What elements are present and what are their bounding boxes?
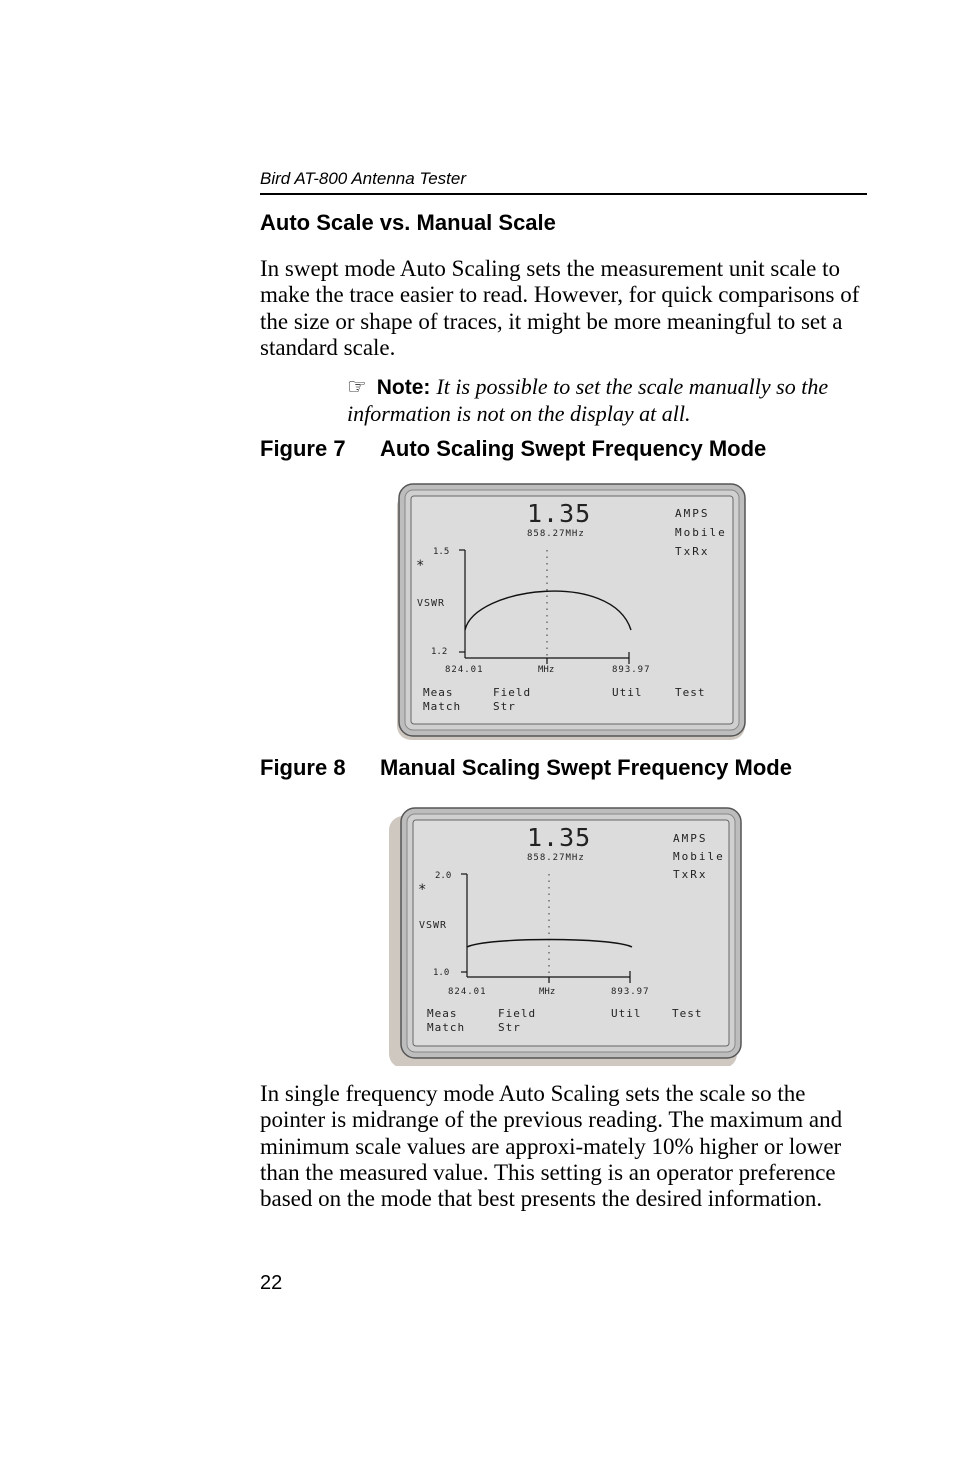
softkey-test: Test: [675, 686, 706, 699]
note-label: Note:: [376, 376, 431, 399]
softkey-meas-match-line1: Meas: [423, 686, 454, 699]
softkey-test: Test: [672, 1007, 703, 1020]
mode-line-3: TxRx: [673, 868, 708, 881]
device-display-figure-8: [387, 806, 747, 1066]
figure-8-caption: [260, 755, 792, 781]
figure-number: Figure 7: [260, 436, 346, 461]
y-axis-top-tick-label: 1.5: [433, 547, 450, 557]
softkey-meas-match-line2: Match: [423, 700, 462, 713]
x-axis-start-label: 824.01: [448, 987, 487, 997]
reading-value: 1.35: [527, 823, 592, 852]
x-axis-start-label: 824.01: [445, 665, 484, 675]
paragraph-single-frequency-mode: In single frequency mode Auto Scaling sets the scale so the pointer is midrange of the previous reading. The maximum and minimum scale values are approxi-mately 10% higher or lower than the measured value. This setting is an operator preference based on the mode that best presents the desired information.: [260, 1081, 843, 1212]
mode-line-1: AMPS: [675, 507, 710, 520]
x-axis-unit-label: MHz: [538, 665, 555, 675]
figure-title: Manual Scaling Swept Frequency Mode: [380, 755, 792, 780]
frequency-readout: 858.27MHz: [527, 529, 585, 539]
marker-symbol: *: [416, 558, 425, 574]
device-display-figure-7: [387, 482, 747, 742]
softkey-field-str-line1: Field: [493, 686, 532, 699]
figure-number: Figure 8: [260, 755, 346, 780]
reading-value: 1.35: [527, 499, 592, 528]
x-axis-end-label: 893.97: [612, 665, 651, 675]
y-axis-bottom-tick-label: 1.0: [433, 968, 450, 978]
figure-7-caption: [260, 436, 766, 462]
x-axis-end-label: 893.97: [611, 987, 650, 997]
marker-symbol: *: [418, 882, 427, 898]
pointing-hand-icon: ☞: [347, 374, 367, 399]
note-block: [347, 374, 877, 427]
figure-title: Auto Scaling Swept Frequency Mode: [380, 436, 767, 461]
mode-line-3: TxRx: [675, 545, 710, 558]
paragraph-swept-mode: In swept mode Auto Scaling sets the measurement unit scale to make the trace easier to read. However, for quick comparisons of the size or shape of traces, it might be more meaningful to set a standard scale.: [260, 256, 860, 360]
section-heading: Auto Scale vs. Manual Scale: [260, 210, 556, 235]
mode-line-1: AMPS: [673, 832, 708, 845]
header-rule: [260, 193, 867, 195]
running-header: Bird AT-800 Antenna Tester: [260, 169, 467, 188]
page-number: 22: [260, 1272, 283, 1294]
note-text: It is possible to set the scale manually so the information is not on the display at all.: [347, 374, 829, 426]
softkey-util: Util: [611, 1007, 642, 1020]
y-axis-label: VSWR: [417, 598, 446, 609]
softkey-field-str-line2: Str: [493, 700, 516, 713]
mode-line-2: Mobile: [675, 526, 727, 539]
softkey-field-str-line2: Str: [498, 1021, 521, 1034]
softkey-field-str-line1: Field: [498, 1007, 537, 1020]
frequency-readout: 858.27MHz: [527, 853, 585, 863]
y-axis-bottom-tick-label: 1.2: [431, 647, 448, 657]
y-axis-label: VSWR: [419, 920, 448, 931]
softkey-util: Util: [612, 686, 643, 699]
mode-line-2: Mobile: [673, 850, 725, 863]
softkey-meas-match-line1: Meas: [427, 1007, 458, 1020]
y-axis-top-tick-label: 2.0: [435, 871, 452, 881]
x-axis-unit-label: MHz: [539, 987, 556, 997]
softkey-meas-match-line2: Match: [427, 1021, 466, 1034]
